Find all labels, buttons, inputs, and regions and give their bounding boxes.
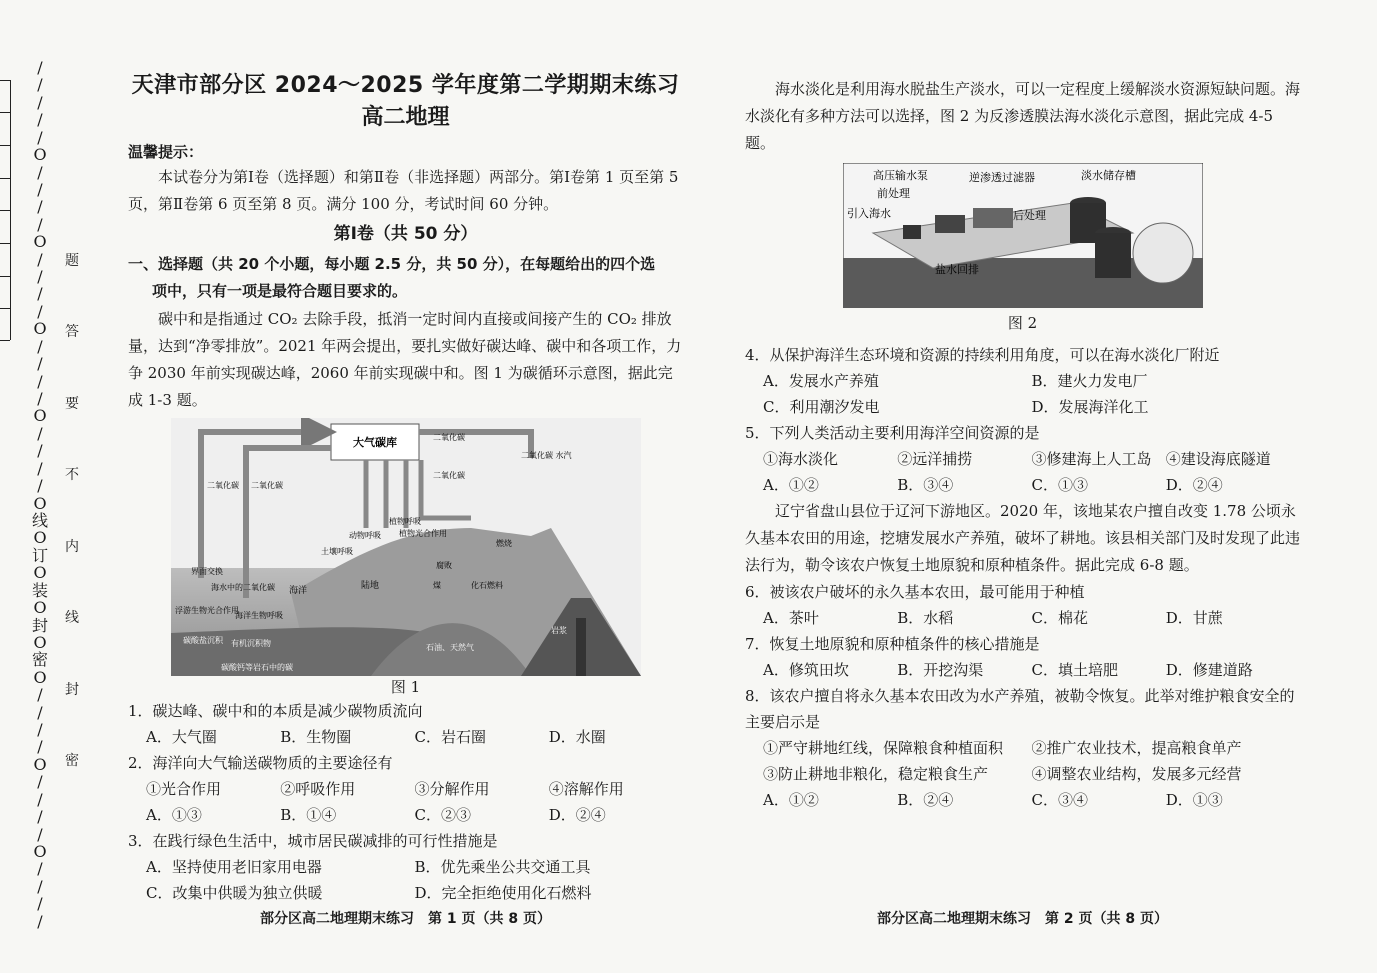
- seal-char: 密: [31, 650, 48, 670]
- label-carbonate: 碳酸盐沉积: [182, 636, 223, 645]
- storage-tank-2: [1095, 233, 1131, 278]
- question-7: 7．恢复土地原貌和原种植条件的核心措施是: [745, 635, 1040, 653]
- seal-char: O: [33, 232, 47, 252]
- margin-tick: [0, 112, 10, 113]
- seal-char: O: [33, 319, 47, 339]
- q5-item-4: ④建设海底隧道: [1165, 450, 1271, 468]
- seal-char: /: [37, 58, 43, 77]
- warning-char: 线: [65, 610, 79, 627]
- water-glass-inset: [1133, 223, 1193, 283]
- label-post: 后处理: [1012, 209, 1046, 222]
- figure-2-caption: 图 2: [1007, 314, 1038, 332]
- label-coal: 煤: [432, 581, 441, 590]
- q2-option-d: D．②④: [548, 806, 606, 824]
- seal-char: /: [37, 336, 43, 356]
- margin-tick: [0, 340, 10, 341]
- q8-option-d: D．①③: [1165, 791, 1223, 809]
- tip-heading: 温馨提示：: [128, 143, 204, 161]
- q5-item-3: ③修建海上人工岛: [1031, 450, 1152, 468]
- q5-option-a: A．①②: [763, 476, 819, 494]
- q2-option-c: C．②③: [414, 806, 471, 824]
- seal-char: /: [37, 789, 43, 809]
- binding-margin: [0, 0, 100, 973]
- seal-char: O: [33, 528, 47, 548]
- label-plant-resp: 植物呼吸: [388, 517, 421, 526]
- seal-char: /: [37, 702, 43, 722]
- label-rock: 碳酸钙等岩石中的碳: [220, 663, 293, 672]
- figure-2-desalination: [843, 163, 1203, 308]
- question-8: 8．该农户擅自将永久基本农田改为水产养殖，被勒令恢复。此举对维护粮食安全的主要启示是: [745, 687, 1295, 731]
- q4-option-a: A．发展水产养殖: [763, 372, 879, 390]
- seal-char: /: [37, 894, 43, 914]
- q1-option-a: A．大气圈: [146, 728, 217, 746]
- seal-char: /: [37, 249, 43, 269]
- seal-line: [30, 60, 50, 930]
- q2-option-a: A．①③: [146, 806, 202, 824]
- passage-desalination: 海水淡化是利用海水脱盐生产淡水，可以一定程度上缓解淡水资源短缺问题。海水淡化有多种方法可以选择，图 2 为反渗透膜法海水淡化示意图，据此完成 4-5 题。: [745, 80, 1301, 152]
- seal-char: /: [37, 284, 43, 304]
- q7-option-b: B．开挖沟渠: [897, 661, 984, 679]
- seal-char: O: [33, 667, 47, 687]
- seal-char: /: [37, 685, 43, 705]
- seal-char: /: [37, 807, 43, 827]
- question-4: 4．从保护海洋生态环境和资源的持续利用角度，可以在海水淡化厂附近: [745, 346, 1220, 364]
- label-soil-resp: 土壤呼吸: [320, 547, 353, 556]
- q8-item-4: ④调整农业结构，发展多元经营: [1031, 765, 1242, 783]
- label-pump: 高压输水泵: [872, 169, 928, 182]
- seal-char: /: [37, 737, 43, 757]
- seal-char: /: [37, 75, 43, 95]
- seal-char: O: [33, 632, 47, 652]
- figure-1-caption: 图 1: [390, 678, 421, 696]
- label-plankton: 浮游生物光合作用: [174, 606, 239, 615]
- q1-option-b: B．生物圈: [280, 728, 352, 746]
- page-2-footer: 部分区高二地理期末练习 第 2 页（共 8 页）: [877, 911, 1168, 927]
- label-oil-gas: 石油、天然气: [425, 643, 474, 652]
- seal-char: O: [33, 754, 47, 774]
- warning-char: 内: [65, 538, 79, 555]
- q7-option-a: A．修筑田坎: [763, 661, 849, 679]
- exam-title: 天津市部分区 2024～2025 学年度第二学期期末练习: [131, 73, 680, 98]
- label-pre: 前处理: [876, 187, 910, 200]
- seal-char: /: [37, 720, 43, 740]
- q3-option-d: D．完全拒绝使用化石燃料: [414, 884, 592, 902]
- label-ocean-co2: 海水中的二氧化碳: [210, 583, 275, 592]
- q5-item-2: ②远洋捕捞: [897, 450, 973, 468]
- seal-char: 装: [31, 580, 48, 600]
- seal-char: 订: [31, 545, 48, 565]
- seal-char: /: [37, 911, 43, 931]
- question-6: 6．被该农户破坏的永久基本农田，最可能用于种植: [745, 583, 1085, 601]
- seal-char: O: [33, 145, 47, 165]
- label-land: 陆地: [360, 581, 379, 591]
- label-decay: 腐败: [435, 561, 452, 570]
- q2-item-4: ④溶解作用: [548, 780, 624, 798]
- label-atmosphere: 大气碳库: [352, 436, 397, 449]
- seal-char: /: [37, 301, 43, 321]
- carbon-cycle-diagram: [171, 418, 641, 676]
- seal-char: /: [37, 441, 43, 461]
- seal-char: /: [37, 824, 43, 844]
- q2-item-1: ①光合作用: [146, 780, 222, 798]
- seal-char: 封: [31, 615, 48, 635]
- seal-char: /: [37, 162, 43, 182]
- label-ocean: 海洋: [288, 586, 307, 596]
- seal-char: O: [33, 841, 47, 861]
- margin-tick: [0, 276, 10, 277]
- q5-option-d: D．②④: [1165, 476, 1223, 494]
- seal-char: /: [37, 92, 43, 112]
- page-1: [128, 70, 683, 906]
- label-burn: 燃烧: [495, 539, 512, 548]
- q2-item-2: ②呼吸作用: [280, 780, 356, 798]
- passage-farmland: 辽宁省盘山县位于辽河下游地区。2020 年，该地某农户擅自改变 1.78 公顷永久基本农田的用途，挖塘发展水产养殖，破坏了耕地。该县相关部门及时发现了此违法行为，勒令该农户恢复土地原貌和原种植条件。据此完成 6-8 题。: [745, 502, 1301, 574]
- q6-option-b: B．水稻: [897, 609, 954, 627]
- seal-char: /: [37, 876, 43, 896]
- margin-tick: [0, 80, 10, 81]
- tip-text: 本试卷分为第Ⅰ卷（选择题）和第Ⅱ卷（非选择题）两部分。第Ⅰ卷第 1 页至第 5 页，第Ⅱ卷第 6 页至第 8 页。满分 100 分，考试时间 60 分钟。: [128, 168, 679, 213]
- q7-option-c: C．填土培肥: [1031, 661, 1118, 679]
- margin-tick: [0, 178, 10, 179]
- label-interface: 界面交换: [190, 567, 223, 576]
- seal-char: /: [37, 476, 43, 496]
- margin-tick: [0, 145, 10, 146]
- seal-char: 线: [31, 510, 48, 530]
- margin-tick: [0, 210, 10, 211]
- seal-char: /: [37, 267, 43, 287]
- question-3: 3．在践行绿色生活中，城市居民碳减排的可行性措施是: [128, 832, 498, 850]
- seal-char: /: [37, 772, 43, 792]
- warning-char: 要: [65, 395, 79, 412]
- margin-tick: [0, 243, 10, 244]
- magma-conduit: [576, 618, 586, 676]
- label-storage: 淡水储存槽: [1080, 169, 1136, 182]
- filter-unit: [973, 208, 1013, 228]
- figure-1-carbon-cycle: [171, 418, 641, 676]
- passage-carbon: 碳中和是指通过 CO₂ 去除手段，抵消一定时间内直接或间接产生的 CO₂ 排放量，达到“净零排放”。2021 年两会提出，要扎实做好碳达峰、碳中和各项工作，力争 2030 年前实现碳达峰，2060 年前实现碳中和。图 1 为碳循环示意图，据此完成 1-3 题。: [128, 310, 682, 409]
- part-heading-cont: 项中，只有一项是最符合题目要求的。: [152, 282, 408, 300]
- label-co2-a: 二氧化碳: [432, 433, 465, 442]
- margin-line: [10, 80, 11, 340]
- seal-warning: [62, 250, 82, 770]
- label-magma: 岩浆: [550, 626, 567, 635]
- q5-item-1: ①海水淡化: [763, 450, 839, 468]
- q3-option-b: B．优先乘坐公共交通工具: [414, 858, 591, 876]
- part-heading: 一、选择题（共 20 个小题，每小题 2.5 分，共 50 分），在每题给出的四个选: [128, 255, 656, 273]
- label-co2-water: 二氧化碳 水汽: [520, 451, 572, 460]
- section-title: 第Ⅰ卷（共 50 分）: [333, 224, 478, 244]
- seal-char: /: [37, 423, 43, 443]
- label-intake: 引入海水: [846, 207, 891, 220]
- label-co2-left2: 二氧化碳: [250, 481, 283, 490]
- q8-option-a: A．①②: [763, 791, 819, 809]
- exam-subject: 高二地理: [361, 105, 450, 130]
- page-2: [745, 76, 1300, 813]
- q4-option-b: B．建火力发电厂: [1031, 372, 1148, 390]
- q6-option-d: D．甘蔗: [1165, 609, 1223, 627]
- q4-option-d: D．发展海洋化工: [1031, 398, 1149, 416]
- seal-char: /: [37, 197, 43, 217]
- margin-tick: [0, 308, 10, 309]
- q6-option-c: C．棉花: [1031, 609, 1088, 627]
- warning-char: 不: [65, 467, 79, 484]
- label-photosynthesis: 植物光合作用: [398, 529, 447, 538]
- label-organic: 有机沉积物: [230, 639, 271, 648]
- q5-option-c: C．①③: [1031, 476, 1088, 494]
- seal-char: /: [37, 214, 43, 234]
- warning-char: 答: [65, 324, 79, 341]
- q6-option-a: A．茶叶: [763, 609, 819, 627]
- question-5: 5．下列人类活动主要利用海洋空间资源的是: [745, 424, 1040, 442]
- question-2: 2．海洋向大气输送碳物质的主要途径有: [128, 754, 393, 772]
- desalination-diagram: [843, 163, 1203, 308]
- seal-char: /: [37, 127, 43, 147]
- q8-item-1: ①严守耕地红线，保障粮食种植面积: [763, 739, 1004, 757]
- q2-option-b: B．①④: [280, 806, 337, 824]
- q3-option-a: A．坚持使用老旧家用电器: [146, 858, 322, 876]
- seal-char: /: [37, 110, 43, 130]
- seal-char: O: [33, 493, 47, 513]
- pretreatment-unit: [903, 225, 921, 239]
- q2-item-3: ③分解作用: [414, 780, 490, 798]
- q3-option-c: C．改集中供暖为独立供暖: [146, 884, 323, 902]
- q1-option-d: D．水圈: [548, 728, 606, 746]
- label-marine-resp: 海洋生物呼吸: [234, 611, 283, 620]
- seal-char: O: [33, 406, 47, 426]
- q8-option-c: C．③④: [1031, 791, 1088, 809]
- q7-option-d: D．修建道路: [1165, 661, 1253, 679]
- seal-char: /: [37, 371, 43, 391]
- seal-char: /: [37, 859, 43, 879]
- q8-option-b: B．②④: [897, 791, 954, 809]
- seal-char: /: [37, 179, 43, 199]
- seal-char: O: [33, 598, 47, 618]
- q5-option-b: B．③④: [897, 476, 954, 494]
- pump-unit: [935, 215, 965, 233]
- label-fossil: 化石燃料: [470, 581, 503, 590]
- q4-option-c: C．利用潮汐发电: [763, 398, 880, 416]
- label-filter: 逆渗透过滤器: [968, 171, 1035, 184]
- warning-char: 密: [65, 752, 79, 769]
- label-animal-resp: 动物呼吸: [348, 531, 381, 540]
- warning-char: 题: [65, 253, 79, 269]
- seal-char: /: [37, 458, 43, 478]
- label-brine: 盐水回排: [934, 263, 979, 276]
- label-co2-left1: 二氧化碳: [206, 481, 239, 490]
- page-1-footer: 部分区高二地理期末练习 第 1 页（共 8 页）: [260, 911, 551, 927]
- seal-char: /: [37, 354, 43, 374]
- q1-option-c: C．岩石圈: [414, 728, 486, 746]
- label-co2-b: 二氧化碳: [432, 471, 465, 480]
- warning-char: 封: [65, 681, 79, 698]
- q8-item-3: ③防止耕地非粮化，稳定粮食生产: [763, 765, 989, 783]
- question-1: 1．碳达峰、碳中和的本质是减少碳物质流向: [128, 702, 423, 720]
- seal-char: O: [33, 563, 47, 583]
- q8-item-2: ②推广农业技术，提高粮食单产: [1031, 739, 1242, 757]
- seal-char: /: [37, 389, 43, 409]
